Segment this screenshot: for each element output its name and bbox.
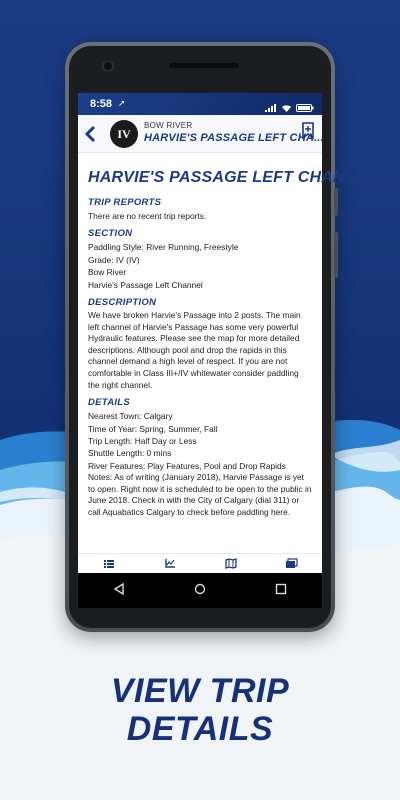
status-time: 8:58: [90, 98, 113, 110]
details-line: Time of Year: Spring, Summer, Fall: [88, 423, 218, 434]
header-river-name: BOW RIVER: [144, 121, 193, 130]
recents-square-icon[interactable]: [275, 582, 287, 600]
power-button: [334, 232, 338, 278]
header-title: HARVIE'S PASSAGE LEFT CHA...: [144, 132, 324, 144]
description-text: We have broken Harvie's Passage into 2 posts. The main left channel of Harvie's Passage has some very powerful Hydraulic features. Please see the map for more detailed descriptions. Although pool and drop the rapids in this channel demand a high level of respect. If you are not comfortable in Class III+/IV whitewater consider paddling the right channel.: [88, 310, 301, 390]
section-line: Paddling Style: River Running, Freestyle: [88, 242, 239, 253]
section-heading: SECTION: [88, 228, 133, 240]
grade-badge: IV: [110, 120, 138, 148]
section-line: Harvie's Passage Left Channel: [88, 279, 203, 290]
bookmark-add-icon[interactable]: [302, 122, 314, 139]
gallery-icon[interactable]: [286, 559, 298, 569]
page-title: HARVIE'S PASSAGE LEFT CHAN...: [88, 169, 359, 186]
trip-reports-heading: TRIP REPORTS: [88, 197, 162, 208]
promo-caption: [0, 672, 400, 748]
system-nav-bar: [78, 573, 322, 608]
app-screen: [78, 93, 359, 573]
status-bar: [78, 93, 322, 115]
caption-line-1: VIEW TRIP: [110, 672, 290, 710]
description-heading: DESCRIPTION: [88, 297, 157, 309]
section-line: Grade: IV (IV): [88, 254, 140, 265]
home-circle-icon[interactable]: [194, 582, 206, 600]
chart-icon[interactable]: [164, 559, 176, 569]
list-icon[interactable]: [103, 559, 115, 569]
trip-details-content[interactable]: [78, 153, 359, 548]
bottom-nav: [78, 553, 322, 573]
details-line: Shuttle Length: 0 mins: [88, 448, 172, 459]
map-icon[interactable]: [225, 559, 237, 569]
earpiece-speaker: [169, 63, 239, 68]
section-line: Bow River: [88, 267, 127, 278]
volume-button: [334, 188, 338, 216]
caption-line-2: DETAILS: [126, 710, 274, 748]
location-arrow-icon: ➚: [118, 98, 126, 108]
app-header: [78, 115, 322, 153]
details-line: River Features: Play Features, Pool and Drop Rapids: [88, 460, 286, 471]
back-triangle-icon[interactable]: [113, 582, 125, 600]
front-camera: [102, 60, 114, 72]
details-notes: Notes: As of writing (January 2018), Harvie Passage is yet to open. Right now it is scheduled to be open to the public in June 2018. Check in with the City of Calgary (dial 311) or call Aquabatics Calgary to check before paddling here.: [88, 472, 312, 517]
details-line: Trip Length: Half Day or Less: [88, 436, 197, 446]
details-heading: DETAILS: [88, 397, 131, 409]
details-line: Nearest Town: Calgary: [88, 411, 173, 422]
back-chevron-icon[interactable]: [84, 125, 98, 143]
trip-reports-text: There are no recent trip reports.: [88, 211, 207, 221]
